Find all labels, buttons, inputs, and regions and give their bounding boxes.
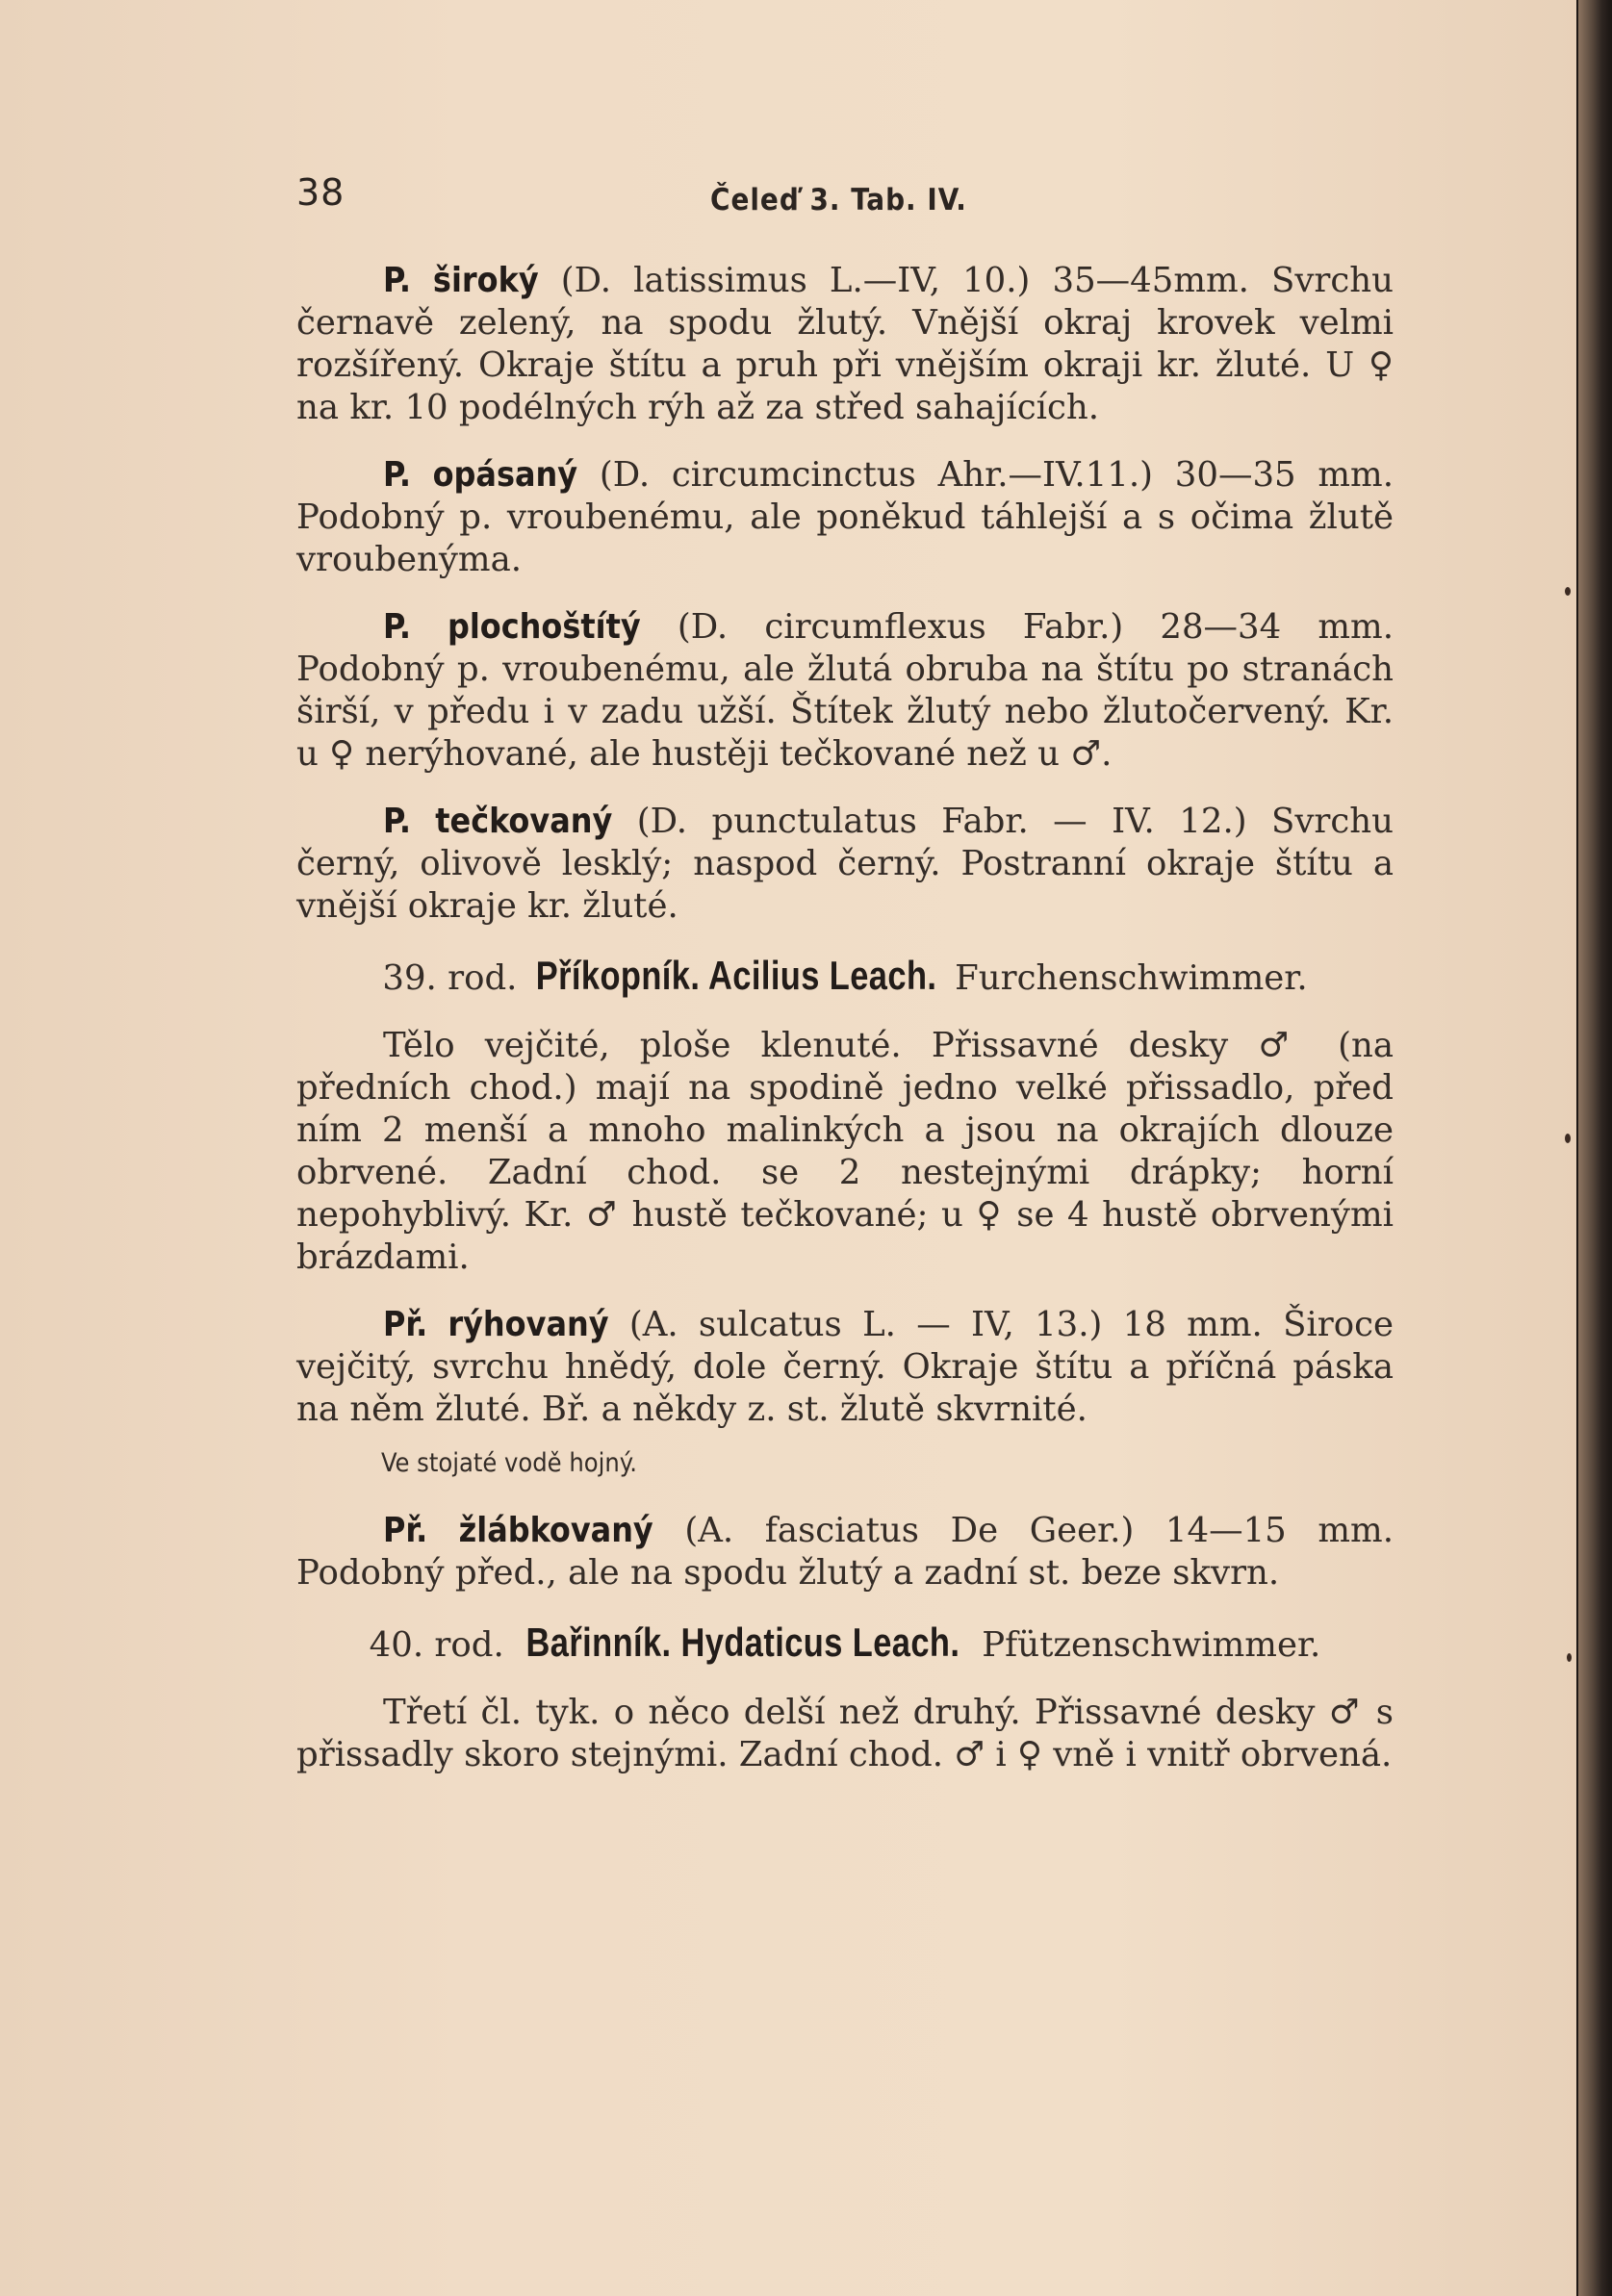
genus-description: Tělo vejčité, ploše klenuté. Přissavné desky ♂ (na předních chod.) mají na spodině jedno velké přissadlo, před ním 2 menší a mnoho malinkých a jsou na okrajích dlouze obrvené. Zadní chod. se 2 nestejnými drápky; horní nepohyblivý. Kr. ♂ hustě tečkované; u ♀ se 4 hustě obrvenými brázdami.: [296, 1026, 1394, 1277]
species-description: (D. punctulatus Fabr. — IV. 12.) Svrchu černý, olivově lesklý; naspod černý. Postranní okraje štítu a vnější okraje kr. žluté.: [296, 802, 1394, 926]
species-entry-plochostity: [296, 606, 1394, 776]
paper-speck: [1565, 587, 1571, 596]
page-number: 38: [296, 171, 345, 214]
genus-description-acilius: [296, 1025, 1394, 1279]
paper-speck: [1567, 1653, 1572, 1662]
paper-speck: [1565, 1134, 1571, 1143]
genus-description: Třetí čl. tyk. o něco delší než druhý. Přissavné desky ♂ s přissadly skoro stejnými. Zadní chod. ♂ i ♀ vně i vnitř obrvená.: [296, 1693, 1394, 1774]
species-description: (A. fasciatus De Geer.) 14—15 mm. Podobný před., ale na spodu žlutý a zadní st. beze skvrn.: [296, 1511, 1394, 1593]
genus-name: Bařinník. Hydaticus Leach.: [525, 1620, 960, 1665]
species-description: (D. latissimus L.—IV, 10.) 35—45mm. Svrchu černavě zelený, na spodu žlutý. Vnější okraj krovek velmi rozšířený. Okraje štítu a pruh při vnějším okraji kr. žluté. U ♀ na kr. 10 podélných rýh až za střed sahajících.: [296, 261, 1394, 427]
genus-number: 39. rod.: [382, 958, 518, 998]
species-title: Př. rýhovaný: [383, 1305, 609, 1344]
species-entry-ryhovany: [296, 1304, 1394, 1431]
species-entry-siroky: [296, 260, 1394, 429]
genus-heading-hydaticus: [296, 1620, 1394, 1669]
species-title: P. opásaný: [383, 455, 578, 495]
genus-german-name: Furchenschwimmer.: [955, 958, 1308, 998]
running-title: Čeleď 3. Tab. IV.: [710, 183, 967, 217]
species-title: P. tečkovaný: [383, 802, 613, 841]
book-spine-shadow: [1578, 0, 1612, 2296]
species-description: (A. sulcatus L. — IV, 13.) 18 mm. Široce vejčitý, svrchu hnědý, dole černý. Okraje štítu a příčná páska na něm žluté. Bř. a někdy z. st. žlutě skvrnité.: [296, 1305, 1394, 1429]
habitat-note: Ve stojaté vodě hojný.: [381, 1448, 637, 1478]
species-title: P. široký: [383, 261, 539, 300]
genus-number: 40. rod.: [369, 1625, 504, 1665]
species-entry-opasany: [296, 454, 1394, 581]
species-entry-teckovany: [296, 801, 1394, 928]
page-body: [296, 260, 1394, 1801]
genus-heading-acilius: [296, 953, 1394, 1002]
page-header: [296, 171, 1394, 229]
species-entry-zlabkovany: [296, 1510, 1394, 1594]
species-title: P. plochoštítý: [383, 607, 641, 647]
genus-name: Příkopník. Acilius Leach.: [535, 953, 937, 998]
species-description: (D. circumcinctus Ahr.—IV.11.) 30—35 mm. Podobný p. vroubenému, ale poněkud táhlejší a s očima žlutě vroubenýma.: [296, 455, 1394, 579]
species-title: Př. žlábkovaný: [383, 1511, 653, 1550]
genus-description-hydaticus: [296, 1692, 1394, 1776]
species-description: (D. circumflexus Fabr.) 28—34 mm. Podobný p. vroubenému, ale žlutá obruba na štítu po stranách širší, v předu i v zadu užší. Štítek žlutý nebo žlutočervený. Kr. u ♀ nerýhované, ale hustěji tečkované než u ♂.: [296, 607, 1394, 774]
genus-german-name: Pfützenschwimmer.: [982, 1625, 1321, 1665]
